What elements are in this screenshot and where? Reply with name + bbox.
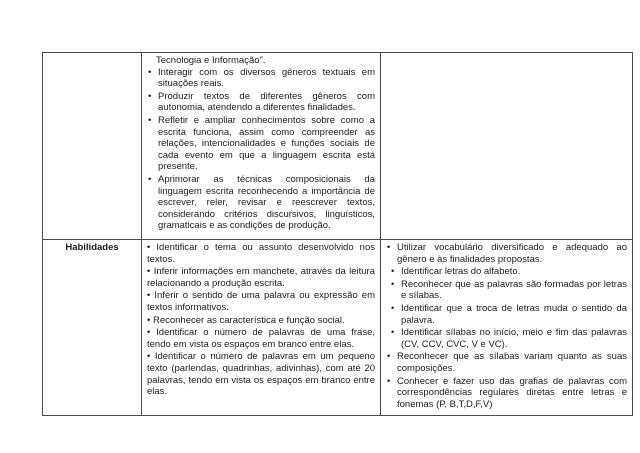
- bullet-item: • Inferir informações em manchete, através da leitura relacionando a produção escrita.: [147, 266, 375, 289]
- table-row-continuation: [43, 53, 633, 240]
- bullet-item: • Reconhecer as característica e função social.: [147, 315, 375, 327]
- bullet-item: • Aprimorar as técnicas composicionais da linguagem escrita reconhecendo a importância de escrever, reler, revisar e reescrever textos, considerando critérios discursivos, linguísticos, gramaticais e as condições de produção.: [147, 174, 375, 232]
- bullet-item: • Identificar letras do alfabeto.: [390, 266, 627, 278]
- curriculum-table: [42, 52, 633, 416]
- bullet-item: • Interagir com os diversos gêneros textuais em situações reais.: [147, 67, 375, 90]
- bullet-item: • Identificar sílabas no início, meio e fim das palavras (CV, CCV, CVC, V e VC).: [390, 327, 627, 350]
- bullet-item: • Produzir textos de diferentes gêneros com autonomia, atendendo a diferentes finalidades.: [147, 91, 375, 114]
- habilidades-right-cell: [381, 240, 633, 416]
- habilidades-right-list: [386, 242, 627, 410]
- table-row-habilidades: [43, 240, 633, 416]
- habilidades-left-list: [147, 242, 375, 398]
- continuation-text: Tecnologia e Informação".: [156, 55, 266, 66]
- objectives-cell: [142, 53, 381, 240]
- bullet-item: • Refletir e ampliar conhecimentos sobre como a escrita funciona, assim como compreender as relações, intencionalidades e funções sociais de cada evento em que a linguagem escrita está presente.: [147, 115, 375, 173]
- objectives-list: [147, 67, 375, 232]
- row-label-cell-empty: [43, 53, 142, 240]
- bullet-item: • Identificar que a troca de letras muda o sentido da palavra.: [390, 303, 627, 326]
- row-label-habilidades: Habilidades: [43, 240, 142, 416]
- bullet-item: • Conhecer e fazer uso das grafias de palavras com correspondências regulares diretas entre letras e fonemas (P, B,T,D,F,V): [386, 376, 627, 411]
- bullet-item: • Identificar o número de palavras em um pequeno texto (parlendas, quadrinhas, adivinhas), com até 20 palavras, tendo em vista os espaços em branco entre elas.: [147, 351, 375, 397]
- empty-cell: [381, 53, 633, 240]
- bullet-item: • Reconhecer que as palavras são formadas por letras e sílabas.: [390, 279, 627, 302]
- bullet-item: • Identificar o tema ou assunto desenvolvido nos textos.: [147, 242, 375, 265]
- bullet-item: • Identificar o número de palavras de uma frase, tendo em vista os espaços em branco entre elas.: [147, 327, 375, 350]
- bullet-item: • Inferir o sentido de uma palavra ou expressão em textos informativos.: [147, 290, 375, 313]
- bullet-item: • Utilizar vocabulário diversificado e adequado ao gênero e às finalidades propostas.: [386, 242, 627, 265]
- habilidades-left-cell: [142, 240, 381, 416]
- bullet-item: • Reconhecer que as sílabas variam quanto as suas composições.: [386, 351, 627, 374]
